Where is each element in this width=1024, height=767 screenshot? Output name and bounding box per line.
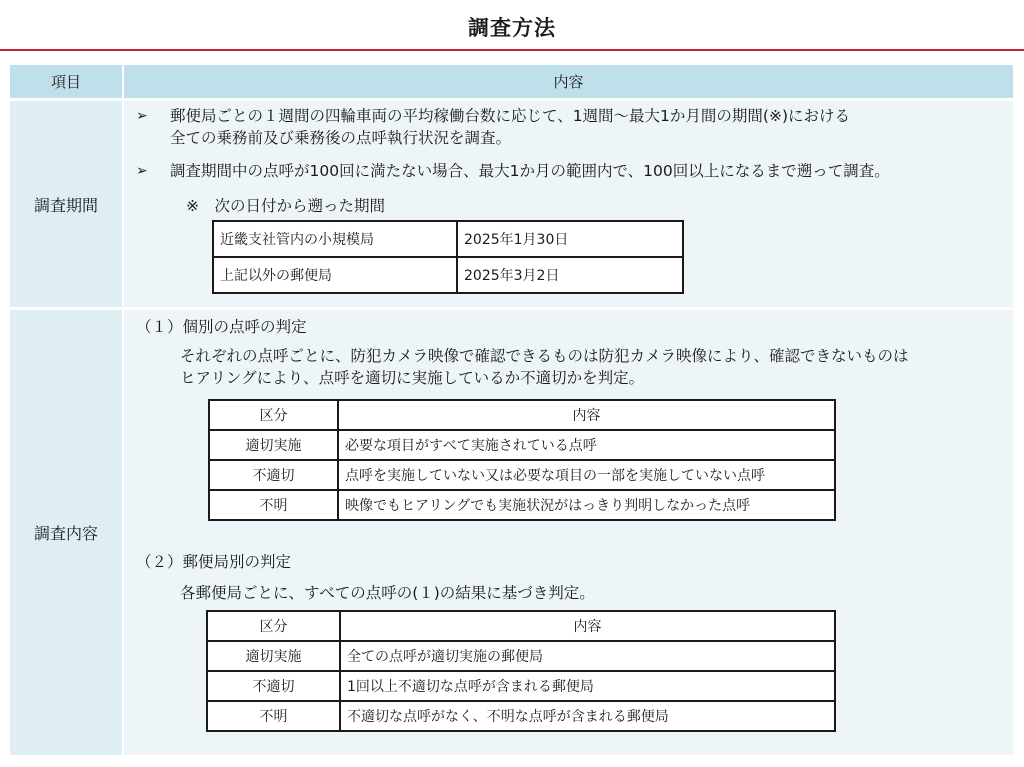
table-row — [213, 221, 683, 257]
content-cell: 1回以上不適切な点呼が含まれる郵便局 — [340, 671, 835, 701]
table-row — [209, 430, 835, 460]
period-bullet1-line1: 郵便局ごとの１週間の四輪車両の平均稼働台数に応じて、1週間～最大1か月間の期間(※)における — [170, 107, 850, 125]
page-title: 調査方法 — [468, 16, 556, 40]
table-row — [209, 460, 835, 490]
date-value-cell: 2025年1月30日 — [457, 221, 683, 257]
date-value-cell: 2025年3月2日 — [457, 257, 683, 293]
col-category-header: 区分 — [207, 611, 340, 641]
period-content — [124, 101, 1013, 307]
category-cell: 適切実施 — [207, 641, 340, 671]
period-bullet1-line2: 全ての乗務前及び乗務後の点呼執行状況を調査。 — [170, 129, 512, 147]
period-note: ※ 次の日付から遡った期間 — [186, 197, 385, 215]
bullet-arrow-icon: ➢ — [136, 108, 148, 124]
col-content-header: 内容 — [338, 400, 835, 430]
table-row — [207, 701, 835, 731]
table-header-row — [209, 400, 835, 430]
table-header-row — [207, 611, 835, 641]
method-table — [10, 65, 1013, 755]
table-row — [209, 490, 835, 520]
header-item: 項目 — [10, 65, 122, 98]
period-dates-table — [212, 220, 684, 294]
section1-table — [208, 399, 836, 521]
category-cell: 不明 — [207, 701, 340, 731]
title-divider — [0, 49, 1024, 51]
content-cell: 不適切な点呼がなく、不明な点呼が含まれる郵便局 — [340, 701, 835, 731]
content-cell: 点呼を実施していない又は必要な項目の一部を実施していない点呼 — [338, 460, 835, 490]
col-category-header: 区分 — [209, 400, 338, 430]
content-cell: 映像でもヒアリングでも実施状況がはっきり判明しなかった点呼 — [338, 490, 835, 520]
content-body — [124, 310, 1013, 755]
content-cell: 必要な項目がすべて実施されている点呼 — [338, 430, 835, 460]
category-cell: 適切実施 — [209, 430, 338, 460]
category-cell: 不適切 — [209, 460, 338, 490]
section2-heading: （２）郵便局別の判定 — [136, 553, 292, 571]
col-content-header: 内容 — [340, 611, 835, 641]
table-row — [207, 641, 835, 671]
section2-desc: 各郵便局ごとに、すべての点呼の(１)の結果に基づき判定。 — [180, 584, 595, 602]
table-row — [213, 257, 683, 293]
table-row — [207, 671, 835, 701]
bullet-arrow-icon: ➢ — [136, 163, 148, 179]
category-cell: 不明 — [209, 490, 338, 520]
category-cell: 不適切 — [207, 671, 340, 701]
content-label: 調査内容 — [10, 310, 122, 755]
date-office-cell: 上記以外の郵便局 — [213, 257, 457, 293]
content-cell: 全ての点呼が適切実施の郵便局 — [340, 641, 835, 671]
section1-heading: （１）個別の点呼の判定 — [136, 318, 307, 336]
date-office-cell: 近畿支社管内の小規模局 — [213, 221, 457, 257]
period-bullet2: 調査期間中の点呼が100回に満たない場合、最大1か月の範囲内で、100回以上になるまで遡って調査。 — [170, 162, 890, 180]
section2-table — [206, 610, 836, 732]
period-label: 調査期間 — [10, 101, 122, 307]
header-content: 内容 — [124, 65, 1013, 98]
section1-desc-line2: ヒアリングにより、点呼を適切に実施しているか不適切かを判定。 — [180, 369, 645, 387]
section1-desc-line1: それぞれの点呼ごとに、防犯カメラ映像で確認できるものは防犯カメラ映像により、確認できないものは — [180, 347, 909, 365]
